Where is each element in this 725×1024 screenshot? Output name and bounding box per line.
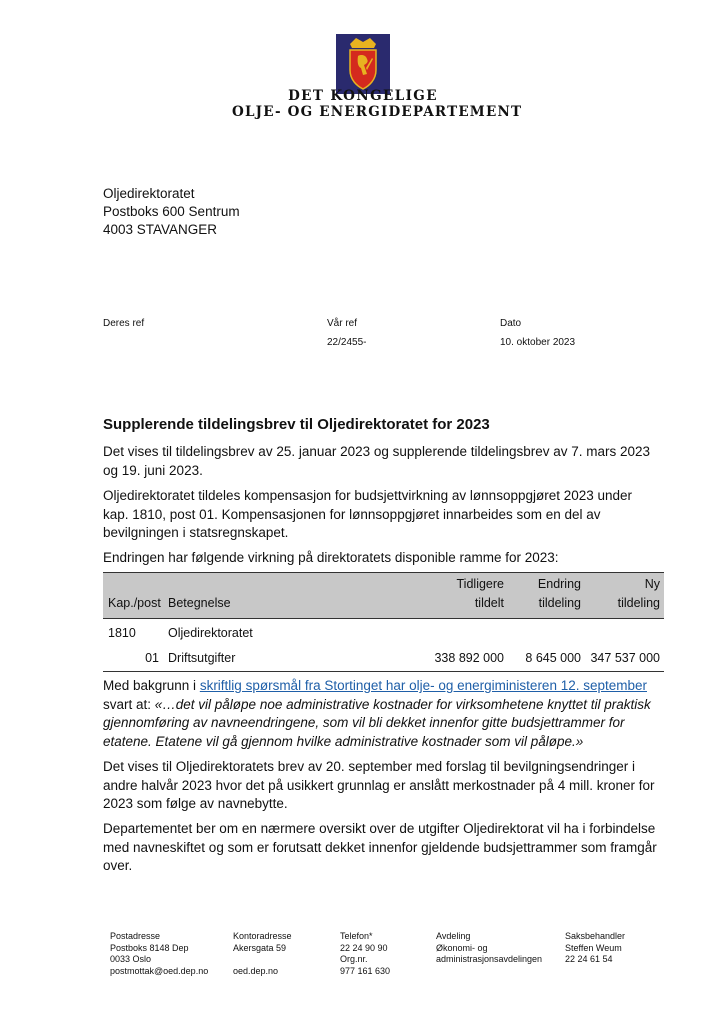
cell-kap: 1810 xyxy=(108,626,136,640)
paragraph-line: og 19. juni 2023. xyxy=(103,462,203,478)
header-ny: Ny xyxy=(644,577,660,591)
cell-ny: 347 537 000 xyxy=(590,651,660,665)
paragraph-line: Oljedirektoratet tildeles kompensasjon for budsjettvirkning av lønnsoppgjøret 2023 under xyxy=(103,488,633,503)
footer-label: Org.nr. xyxy=(340,954,368,964)
coat-of-arms-icon xyxy=(336,34,390,94)
footer-avdeling xyxy=(436,931,542,966)
paragraph-line: Departementet ber om en nærmere oversikt over de utgifter Oljedirektorat vil ha i forbindelse xyxy=(103,821,656,836)
quote-line: gjennomføring av navneendringene, som vil bli dekket innenfor gitte budsjettrammer for xyxy=(103,715,625,730)
footer-telefon xyxy=(340,931,390,977)
footer-value: Postboks 8148 Dep xyxy=(110,942,189,953)
paragraph-line: over. xyxy=(103,858,133,873)
paragraph-line xyxy=(103,696,663,715)
paragraph-line: kap. 1810, post 01. Kompensasjonen for lønnsoppgjøret innarbeides som en del av xyxy=(103,506,601,522)
footer-kontoradresse xyxy=(233,931,292,977)
footer-value: 22 24 90 90 xyxy=(340,942,388,953)
footer-value: Steffen Weum xyxy=(565,942,622,953)
header-ny-2: tildeling xyxy=(617,596,660,610)
cell-betegnelse: Oljedirektoratet xyxy=(168,626,253,640)
paragraph-4 xyxy=(103,677,663,751)
footer-value xyxy=(233,954,292,966)
table-header xyxy=(103,572,664,619)
recipient-street: Postboks 600 Sentrum xyxy=(103,204,240,219)
table-row xyxy=(103,646,664,672)
header-tidligere-2: tildelt xyxy=(474,596,504,610)
footer-label: Telefon* xyxy=(340,931,373,941)
header-kap-post: Kap./post xyxy=(108,596,161,610)
letterhead-line2: OLJE- OG ENERGIDEPARTEMENT xyxy=(232,104,523,120)
stortinget-question-link[interactable]: skriftlig spørsmål fra Stortinget har olje- og energiministeren 12. september xyxy=(199,678,647,693)
quote-line: etatene. Etatene vil gå gjennom hvilke administrative kostnader som vil påløpe.» xyxy=(103,733,584,749)
footer-value: 22 24 61 54 xyxy=(565,954,613,964)
paragraph-6 xyxy=(103,820,663,876)
footer-label: Postadresse xyxy=(110,931,161,941)
cell-endring: 8 645 000 xyxy=(525,651,581,665)
paragraph-line xyxy=(103,677,663,696)
paragraph-line: bevilgningen i statsregnskapet. xyxy=(103,525,289,540)
cell-tidligere: 338 892 000 xyxy=(434,651,504,665)
footer-email: postmottak@oed.dep.no xyxy=(110,965,209,976)
header-endring: Endring xyxy=(537,577,581,591)
footer-website: oed.dep.no xyxy=(233,965,279,976)
letterhead-line1: DET KONGELIGE xyxy=(288,88,438,104)
paragraph-line: 2023 som følge av navnebytte. xyxy=(103,796,288,811)
footer-value: 977 161 630 xyxy=(340,965,391,976)
cell-kap: 01 xyxy=(145,651,159,665)
paragraph-line: andre halvår 2023 hvor det på usikkert grunnlag er anslått merkostnader på 4 mill. kroner for xyxy=(103,777,655,793)
paragraph-line: Endringen har følgende virkning på direktoratets disponible ramme for 2023: xyxy=(103,550,559,565)
footer-label: Avdeling xyxy=(436,931,471,941)
paragraph-line: Det vises til Oljedirektoratets brev av 20. september med forslag til bevilgningsendringer i xyxy=(103,759,635,774)
cell-betegnelse: Driftsutgifter xyxy=(168,651,236,665)
recipient-address xyxy=(103,185,240,239)
var-ref-label: Vår ref xyxy=(327,318,358,329)
deres-ref-label: Deres ref xyxy=(103,318,145,329)
footer-saksbehandler xyxy=(565,931,625,966)
footer-label: Kontoradresse xyxy=(233,931,292,941)
paragraph-line: Det vises til tildelingsbrev av 25. januar 2023 og supplerende tildelingsbrev av 7. mars 2023 xyxy=(103,444,651,459)
allocation-table xyxy=(103,572,664,672)
paragraph-prefix: Med bakgrunn i xyxy=(103,678,200,693)
dato-label: Dato xyxy=(500,318,522,329)
header-tidligere: Tidligere xyxy=(456,577,504,591)
var-ref-value: 22/2455- xyxy=(327,337,367,348)
footer-value: Økonomi- og xyxy=(436,942,488,953)
paragraph-2 xyxy=(103,487,663,543)
header-betegnelse: Betegnelse xyxy=(168,596,231,610)
paragraph-1 xyxy=(103,443,663,480)
paragraph-line: med navneskiftet og som er forutsatt dekket innenfor gjeldende budsjettrammer som framgår xyxy=(103,839,657,855)
footer-postadresse xyxy=(110,931,208,977)
header-endring-2: tildeling xyxy=(538,596,581,610)
paragraph-5 xyxy=(103,758,663,814)
dato-value: 10. oktober 2023 xyxy=(500,337,576,348)
paragraph-3 xyxy=(103,549,663,568)
letterhead xyxy=(232,32,523,130)
letter-title: Supplerende tildelingsbrev til Oljedirektoratet for 2023 xyxy=(103,416,490,433)
footer-value: Akersgata 59 xyxy=(233,942,287,953)
footer-value: administrasjonsavdelingen xyxy=(436,954,543,964)
recipient-name: Oljedirektoratet xyxy=(103,186,195,201)
paragraph-text: svart at: xyxy=(103,696,155,712)
table-row xyxy=(103,621,664,646)
quote-text: «…det vil påløpe noe administrative kostnader for virksomhetene knyttet til praktisk xyxy=(154,696,651,712)
footer-label: Saksbehandler xyxy=(565,931,626,941)
footer-value: 0033 Oslo xyxy=(110,954,152,964)
recipient-city: 4003 STAVANGER xyxy=(103,222,218,237)
